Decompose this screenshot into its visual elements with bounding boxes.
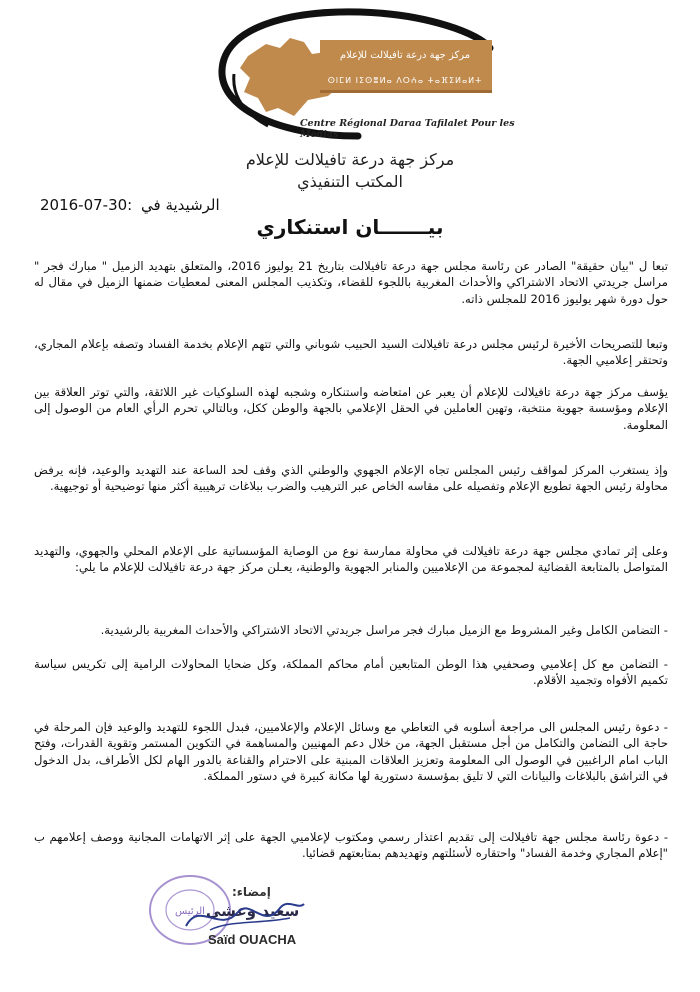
office-name: المكتب التنفيذي [297, 172, 403, 191]
date-line [40, 196, 220, 214]
paragraph-9: - دعوة رئاسة مجلس جهة تافيلالت إلى تقديم اعتذار رسمي ومكتوب لإعلاميي الجهة على إثر الاتهامات المجانية ووصف إعلامهم ب "إعلام المجاري وخدمة الفساد" واحتقاره لأسئلتهم وتهديدهم بمتابعتهم قضائيا. [34, 830, 668, 861]
signatory-name-latin: Saïd OUACHA [208, 932, 297, 947]
stamp-text: الرئيس [175, 906, 205, 917]
logo-tifinagh-name: ⵙⵏⵎⵍ ⵏⵉⵙⴻⵍⴰ ⴷⵔⵄⴰ ⵜⴰⴼⵉⵍⴰⵍⵜ [327, 76, 483, 85]
paragraph-4: وإذ يستغرب المركز لمواقف رئيس المجلس تجاه الإعلام الجهوي والوطني الذي وقف لحد الساعة عند التهديد والوعيد، فإنه يرفض محاولة رئيس الجهة تطويع الإعلام وتفصيله على مقاسه الخاص عبر الترهيب والضرب ببلاغات ترهيبية أكثر منها توضيحية أو توجيهية. [34, 463, 668, 494]
org-name: مركز جهة درعة تافيلالت للإعلام [245, 150, 455, 169]
date-value: 2016-07-30: [40, 196, 133, 214]
logo [208, 8, 515, 140]
paragraph-6: - التضامن الكامل وغير المشروط مع الزميل مبارك فجر مراسل جريدتي الاتحاد الاشتراكي والأحداث المغربية بالرشيدية. [100, 623, 668, 637]
signatory-name-arabic: سعيد وعشى [206, 902, 300, 920]
paragraph-8: - دعوة رئيس المجلس الى مراجعة أسلوبه في التعاطي مع وسائل الإعلام والإعلاميين، فبدل اللجوء للتهديد والوعيد فإن المرحلة في حاجة الى التضامن والتكامل من أجل مستقبل الجهة، من خلال دعم المهنيين والمساهمة في التكوين المستمر وتقوية القدرات، وفتح الباب امام الراغبين في الوصول الى المعلومة وتعزيز العلاقات المبنية على الاحترام والقناعة بالدور الهام لكل الأطراف، بدل الدخول في التراشق بالبلاغات والبيانات التي لا تليق بمؤسسة دستورية لها مكانة كبيرة في دستور المملكة. [34, 720, 668, 783]
date-place: الرشيدية في [141, 196, 220, 214]
paragraph-1: تبعا ل "بيان حقيقة" الصادر عن رئاسة مجلس جهة درعة تافيلالت بتاريخ 21 يوليوز 2016، والمتعلق بتهديد الزميل " مبارك فجر " مراسل جريدتي الاتحاد الاشتراكي والأحداث المغربية باللجوء للقضاء، وتكذيب المجلس المعنى لمعطيات ضمنها الزميل في مقال له حول دورة شهر يوليوز 2016 للمجلس ذاته. [34, 259, 668, 306]
logo-french-name: Centre Régional Daraa Tafilalet Pour les Medias [300, 118, 515, 140]
paragraph-7: - التضامن مع كل إعلاميي وصحفيي هذا الوطن المتابعين أمام محاكم المملكة، وكل ضحايا المحاولات الرامية إلى تكريس سياسة تكميم الأفواه وتجميد الأقلام. [34, 657, 668, 688]
statement-title: بيـــــــان استنكاري [256, 215, 444, 239]
paragraph-2: وتبعا للتصريحات الأخيرة لرئيس مجلس درعة تافيلالت السيد الحبيب شوباني والتي تتهم الإعلام بخدمة الفساد وتصفه بإعلام المجاري، وتحتقر إعلاميي الجهة. [34, 337, 668, 368]
paragraph-3: يؤسف مركز جهة درعة تافيلالت للإعلام أن يعبر عن امتعاضه واستنكاره وشجبه لهذه السلوكيات غير اللائقة، والتي توتر العلاقة بين الإعلام ومؤسسة جهوية منتخبة، وتهين العاملين في الحقل الإعلامي بالجهة والوطن ككل، وبالتالي تحرم الرأي العام من الوصول إلى المعلومة. [34, 385, 668, 432]
paragraph-5: وعلى إثر تمادي مجلس جهة درعة تافيلالت في محاولة ممارسة نوع من الوصاية المؤسساتية على الإعلام المحلي والجهوي، والتهديد المتواصل بالمتابعة القضائية لمجموعة من الإعلاميين والمنابر الجهوية والوطنية، يعـلن مركز جهة درعة تافيلالت للإعلام ما يلي: [34, 544, 668, 575]
signature-label: إمضاء: [232, 885, 271, 899]
logo-arabic-name: مركز جهة درعة تافيلالت للإعلام [339, 50, 471, 61]
